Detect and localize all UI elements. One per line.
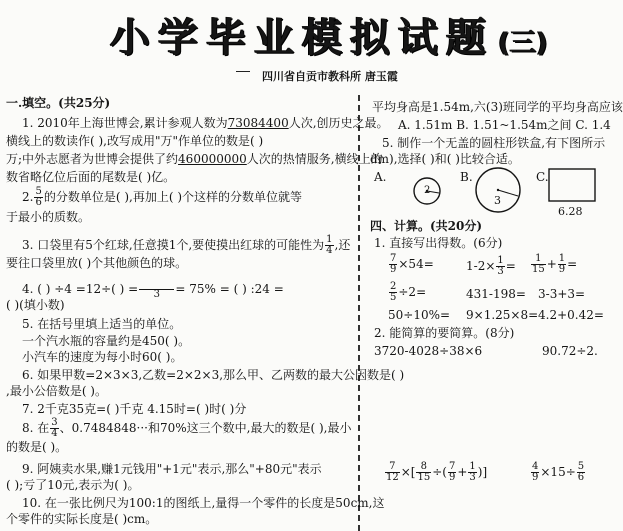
calc1-r1a: $\frac{7}{9}$ ×54=: [390, 253, 434, 275]
figure-b-value: 3: [494, 194, 501, 207]
q8-line2: 的数是( )。: [6, 440, 68, 454]
calc1-r2b: 431-198=: [466, 287, 526, 301]
figure-b-label: B.: [460, 170, 473, 184]
title-suffix: (三): [498, 28, 548, 58]
calc2-r1b: 90.72÷2.: [542, 344, 598, 358]
r5-line1: 5. 制作一个无盖的圆柱形铁盒,有下图所示: [382, 136, 606, 150]
q3-fraction: $\frac{1}{4}$: [326, 234, 333, 256]
q1-line3: 万;中外志愿者为世博会提供了约460000000人次的热情服务,横线上的: [6, 152, 383, 166]
figure-c-rectangle: [548, 168, 588, 202]
q8-fraction: $\frac{3}{4}$: [51, 417, 58, 439]
q5-line3: 小汽车的速度为每小时60( )。: [22, 350, 183, 364]
q1-number-1: 73084400: [227, 116, 289, 130]
q10-line1: 10. 在一张比例尺为100:1的图纸上,量得一个零件的长度是50cm,这: [22, 496, 385, 510]
q7-line: 7. 2千克35克=( )千克 4.15时=( )时( )分: [22, 402, 247, 416]
author-line: 四川省自贡市教科所 唐玉霞: [262, 70, 398, 83]
figure-c-label: C.: [536, 170, 549, 184]
figure-c-value: 6.28: [558, 205, 583, 218]
calc1-r1c: $\frac{1}{15}$ + $\frac{1}{9}$ =: [532, 253, 578, 275]
calc1-r3c: 4.2+0.42=: [538, 308, 604, 322]
q1-number-2: 460000000: [178, 152, 247, 166]
q10-line2: 个零件的实际长度是( )cm。: [6, 512, 158, 526]
q4-line2: ( )(填小数): [6, 298, 65, 312]
q1-line4: 数省略亿位后面的尾数是( )亿。: [6, 170, 176, 184]
title-text: 小学毕业模拟试题: [110, 15, 494, 61]
q8-line1: 8. 在 $\frac{3}{4}$ 、0.7484848···和70%这三个数中,最大的数是( ),最小: [22, 417, 352, 439]
r4-options: A. 1.51m B. 1.51~1.54m之间 C. 1.4: [398, 118, 611, 132]
calc2-heading: 2. 能简算的要简算。(8分): [374, 326, 515, 340]
q2-line1: 2. $\frac{5}{6}$ 的分数单位是( ),再加上( )个这样的分数单位就等: [22, 186, 302, 208]
calc1-r3a: 50÷10%=: [388, 308, 451, 322]
q4-fraction: 3: [139, 279, 174, 300]
calc2-r1a: 3720-4028÷38×6: [374, 344, 483, 358]
section4-heading: 四、计算。(共20分): [370, 219, 483, 233]
calc1-r2c: 3-3+3=: [538, 287, 586, 301]
q5-line2: 一个汽水瓶的容量约是450( )。: [22, 334, 191, 348]
calc1-heading: 1. 直接写出得数。(6分): [374, 236, 503, 250]
calc1-r2a: $\frac{2}{5}$ ÷2=: [390, 281, 427, 303]
q6-line2: ,最小公倍数是( )。: [6, 384, 107, 398]
figure-a-value: 2: [424, 185, 431, 196]
q9-line1: 9. 阿姨卖水果,赚1元钱用"+1元"表示,那么"+80元"表示: [22, 462, 322, 476]
q2-line2: 于最小的质数。: [6, 210, 91, 224]
q4-line1: 4. ( ) ÷4 =12÷( ) = 3 = 75% = ( ) :24 =: [22, 279, 284, 300]
section1-heading: 一.填空。(共25分): [6, 96, 111, 110]
q2-fraction: $\frac{5}{6}$: [35, 186, 42, 208]
q1-line1: 1. 2010年上海世博会,累计参观人数为73084400人次,创历史之最。: [22, 116, 389, 130]
calc2-r2b: $\frac{4}{9}$ ×15÷ $\frac{5}{6}$: [532, 461, 585, 483]
r5-line2: dm),选择( )和( )比较合适。: [370, 152, 520, 166]
q1-line2: 横线上的数读作( ),改写成用"万"作单位的数是( ): [6, 134, 264, 148]
author-dash: [236, 71, 250, 72]
q5-line1: 5. 在括号里填上适当的单位。: [22, 317, 182, 331]
figure-a-label: A.: [374, 170, 387, 184]
q3-line2: 要往口袋里放( )个其他颜色的球。: [6, 256, 188, 270]
r4-line1: 平均身高是1.54m,六(3)班同学的平均身高应该: [372, 100, 623, 114]
calc1-r1b: 1-2× $\frac{1}{3}$ =: [466, 255, 516, 277]
calc1-r3b: 9×1.25×8=: [466, 308, 539, 322]
q6-line1: 6. 如果甲数=2×3×3,乙数=2×2×3,那么甲、乙两数的最大公因数是( ): [22, 368, 405, 382]
calc2-r2a: $\frac{7}{12}$ ×[ $\frac{8}{15}$ ÷( $\frac{7}{9}$ + $\frac{1}{3}$ )]: [386, 461, 488, 483]
q3-line1: 3. 口袋里有5个红球,任意摸1个,要使摸出红球的可能性为 $\frac{1}{4}$ ,还: [22, 234, 351, 256]
q9-line2: ( );亏了10元,表示为( )。: [6, 478, 140, 492]
page-title: [110, 6, 548, 63]
